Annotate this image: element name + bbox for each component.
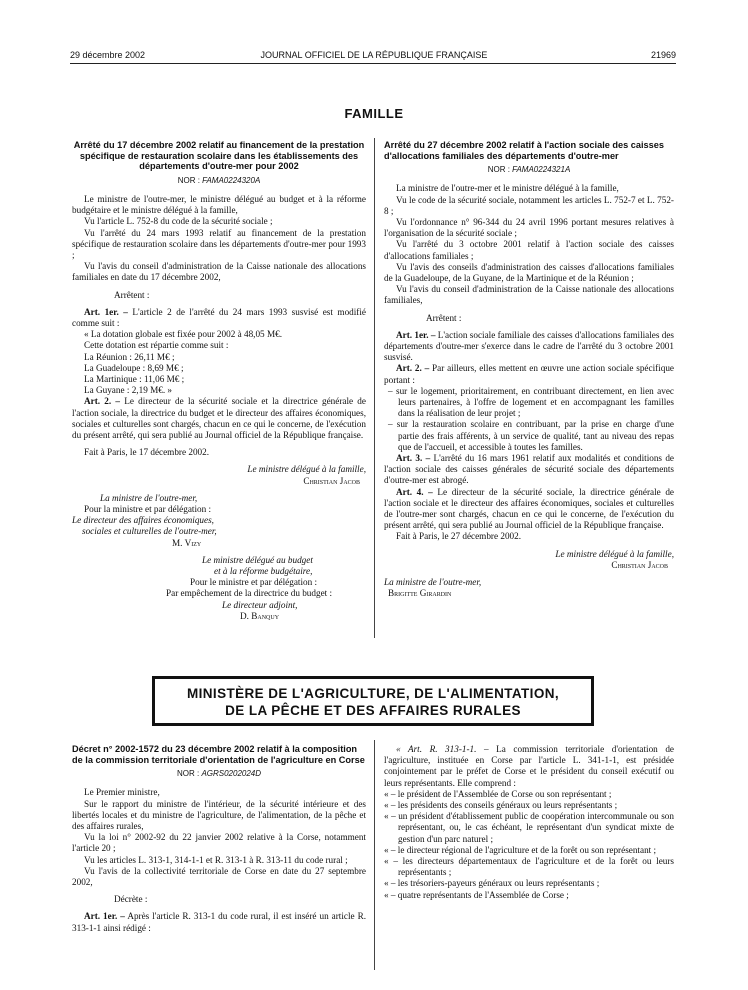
signature-name: D. Banquy xyxy=(240,610,280,621)
quote-line: La Guyane : 2,19 M€. » xyxy=(84,385,173,396)
paragraph: Vu l'avis du conseil d'administration de la Caisse nationale des allocations familiales en date du 17 décembre 2002, xyxy=(72,261,366,283)
arretent: Arrêtent : xyxy=(114,289,150,300)
signature-sub: sociales et culturelles de l'outre-mer, xyxy=(82,526,217,537)
signature-role: La ministre de l'outre-mer, xyxy=(100,492,198,503)
header-page-number: 21969 xyxy=(650,50,676,60)
list-item: – sur la restauration scolaire en contribuant, par la prise en charge d'une partie des frais afférents, à un service de qualité, tant au niveau des repas que de l'accueil, et accessible à toutes les familles. xyxy=(388,419,674,452)
done-at: Fait à Paris, le 17 décembre 2002. xyxy=(84,447,210,458)
list-item: « – quatre représentants de l'Assemblée de Corse ; xyxy=(384,889,569,900)
delegation: Pour le ministre et par délégation : xyxy=(190,577,318,588)
article-3: Art. 3. – L'arrêté du 16 mars 1961 relatif aux modalités et conditions de l'action sociale des caisses générales de sécurité sociale des départements d'outre-mer est abrogé. xyxy=(384,453,675,486)
paragraph: Le ministre de l'outre-mer, le ministre délégué au budget et à la réforme budgétaire et le ministre délégué à la famille, xyxy=(72,193,366,216)
article-1: Art. 1er. – L'article 2 de l'arrêté du 24 mars 1993 susvisé est modifié comme suit : xyxy=(72,306,366,329)
right-article xyxy=(384,140,674,600)
quote-line: Cette dotation est répartie comme suit : xyxy=(84,340,229,351)
signature-role: Le ministre délégué à la famille, xyxy=(555,548,674,559)
header-rule xyxy=(70,63,676,64)
list-item: « – le directeur régional de l'agriculture et de la forêt ou son représentant ; xyxy=(384,844,657,855)
signature-role: La ministre de l'outre-mer, xyxy=(384,577,482,588)
quote-line: « La dotation globale est fixée pour 2002 à 48,05 M€. xyxy=(84,329,282,340)
done-at: Fait à Paris, le 27 décembre 2002. xyxy=(396,531,522,542)
ministry-heading xyxy=(152,676,594,726)
ministry-line: DE LA PÊCHE ET DES AFFAIRES RURALES xyxy=(225,703,521,718)
paragraph: Vu les articles L. 313-1, 314-1-1 et R. 313-1 à R. 313-11 du code rural ; xyxy=(84,854,348,865)
header-date: 29 décembre 2002 xyxy=(70,50,146,60)
quote-line: La Guadeloupe : 8,69 M€ ; xyxy=(84,362,184,373)
signature-name: M. Vizy xyxy=(172,537,202,548)
delegation: Pour la ministre et par délégation : xyxy=(84,504,212,515)
decret-title: Décret n° 2002-1572 du 23 décembre 2002 relatif à la composition de la commission territoriale d'orientation de l'agriculture en Corse xyxy=(72,744,365,765)
article-4: Art. 4. – Le directeur de la sécurité sociale, la directrice générale de l'action sociale et le directeur des affaires économiques, sociales et culturelles de l'outre-mer sont chargés, chacun en ce qui le concerne, de l'exécution du présent arrêté, qui sera publié au Journal officiel de la République française. xyxy=(384,486,675,531)
signature-sub: Le directeur des affaires économiques, xyxy=(72,515,214,526)
paragraph: Vu la loi n° 2002-92 du 22 janvier 2002 relative à la Corse, notamment l'article 20 ; xyxy=(72,832,366,854)
column-divider xyxy=(374,740,375,970)
column-divider xyxy=(374,138,375,638)
decret-left xyxy=(72,744,366,934)
left-article xyxy=(72,140,366,622)
list-item: « – les directeurs départementaux de l'agriculture et de la forêt ou leurs représentants ; xyxy=(384,856,674,878)
article-title: Arrêté du 27 décembre 2002 relatif à l'action sociale des caisses d'allocations familiales des départements d'outre-mer xyxy=(384,140,664,161)
paragraph: Vu l'arrêté du 24 mars 1993 relatif au financement de la prestation spécifique de restauration scolaire dans les départements d'outre-mer pour 1993 ; xyxy=(72,227,366,260)
delegation: Par empêchement de la directrice du budget : xyxy=(166,588,333,599)
signature-role: et à la réforme budgétaire, xyxy=(214,566,313,577)
ministry-line: MINISTÈRE DE L'AGRICULTURE, DE L'ALIMENTATION, xyxy=(186,686,560,701)
paragraph: Vu l'arrêté du 3 octobre 2001 relatif à l'action sociale des caisses d'allocations familiales ; xyxy=(384,239,674,261)
decret-right xyxy=(384,744,674,901)
paragraph: Vu l'article L. 752-8 du code de la sécurité sociale ; xyxy=(84,216,273,227)
list-item: « – un président d'établissement public de coopération intercommunale ou son représentant, ou, le cas échéant, le représentant d'un syndicat mixte de gestion d'un parc naturel ; xyxy=(384,811,674,844)
header-journal-title: JOURNAL OFFICIEL DE LA RÉPUBLIQUE FRANÇAISE xyxy=(260,50,488,60)
paragraph: Vu le code de la sécurité sociale, notamment les articles L. 752-7 et L. 752-8 ; xyxy=(384,194,674,216)
article-title: Arrêté du 17 décembre 2002 relatif au financement de la prestation spécifique de restauration scolaire dans les établissements des départements d'outre-mer pour 2002 xyxy=(73,140,365,172)
signature-role: Le ministre délégué à la famille, xyxy=(247,464,366,475)
signature-name: Brigitte Girardin xyxy=(388,588,452,599)
quote-line: La Réunion : 26,11 M€ ; xyxy=(84,351,175,362)
paragraph: Le Premier ministre, xyxy=(84,787,160,798)
nor-reference: NOR : FAMA0224320A xyxy=(177,175,261,185)
list-item: – sur le logement, prioritairement, en contribuant directement, en lien avec leurs partenaires, à l'offre de logement et en accompagnant les familles dans la réalisation de leur projet ; xyxy=(388,385,674,419)
signature-name: Christian Jacob xyxy=(611,559,668,570)
signature-role: Le ministre délégué au budget xyxy=(202,554,313,565)
list-item: « – les trésoriers-payeurs généraux ou leurs représentants ; xyxy=(384,878,600,889)
decrete: Décrète : xyxy=(114,894,148,905)
paragraph: Vu l'avis du conseil d'administration de la Caisse nationale des allocations familiales, xyxy=(384,284,674,306)
paragraph: La ministre de l'outre-mer et le ministre délégué à la famille, xyxy=(396,183,619,194)
list-item: « – le président de l'Assemblée de Corse ou son représentant ; xyxy=(384,788,612,799)
paragraph: Vu l'ordonnance n° 96-344 du 24 avril 1996 portant mesures relatives à l'organisation de la sécurité sociale ; xyxy=(384,217,674,239)
article-1: Art. 1er. – Après l'article R. 313-1 du code rural, il est inséré un article R. 313-1-1 ainsi rédigé : xyxy=(72,911,366,933)
article-r313: « Art. R. 313-1-1. – La commission territoriale d'orientation de l'agriculture, instituée en Corse par l'article L. 341-1-1, est présidée conjointement par le préfet de Corse et le président du conseil exécutif ou leurs représentants. Elle comprend : xyxy=(384,744,675,788)
article-2: Art. 2. – Par ailleurs, elles mettent en œuvre une action sociale spécifique portant : xyxy=(384,363,674,385)
nor-reference: NOR : AGRS0202024D xyxy=(176,769,262,779)
signature-name: Christian Jacob xyxy=(303,475,360,486)
paragraph: Vu l'avis de la collectivité territoriale de Corse en date du 27 septembre 2002, xyxy=(72,865,366,888)
quote-line: La Martinique : 11,06 M€ ; xyxy=(84,374,185,385)
arretent: Arrêtent : xyxy=(426,312,462,323)
article-2: Art. 2. – Le directeur de la sécurité sociale et la directrice générale de l'action sociale, la directrice du budget et le directeur des affaires économiques, sociales et culturelles sont chargés, chacun en ce qui le concerne, de l'exécution du présent arrêté, qui sera publié au Journal officiel de la République française. xyxy=(72,396,366,441)
paragraph: Sur le rapport du ministre de l'intérieur, de la sécurité intérieure et des libertés locales et du ministre de l'agriculture, de l'alimentation, de la pêche et des affaires rurales, xyxy=(72,798,366,831)
signature-sub: Le directeur adjoint, xyxy=(222,599,298,610)
article-1: Art. 1er. – L'action sociale familiale des caisses d'allocations familiales des départements d'outre-mer s'exerce dans le cadre de l'arrêté du 3 octobre 2001 susvisé. xyxy=(384,329,674,363)
paragraph: Vu l'avis des conseils d'administration des caisses d'allocations familiales de la Guadeloupe, de la Guyane, de la Martinique et de la Réunion ; xyxy=(384,261,674,284)
section-title: FAMILLE xyxy=(344,106,404,121)
list-item: « – les présidents des conseils généraux ou leurs représentants ; xyxy=(384,800,618,811)
nor-reference: NOR : FAMA0224321A xyxy=(487,165,571,175)
